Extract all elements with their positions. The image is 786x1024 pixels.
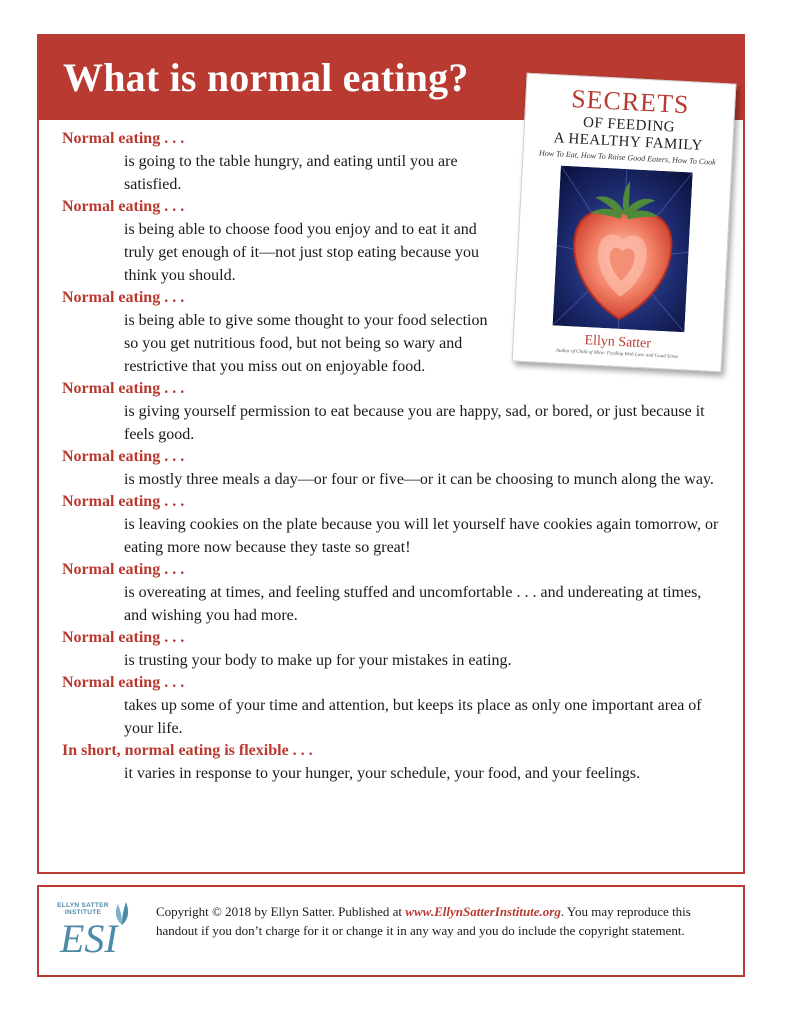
page-title: What is normal eating? [63,55,469,100]
entry-heading: Normal eating . . . [62,674,185,691]
entry-heading: Normal eating . . . [62,448,185,465]
website-link[interactable]: www.EllynSatterInstitute.org [405,904,561,919]
entry-heading: Normal eating . . . [62,198,185,215]
entry-5 [62,446,732,491]
copyright-notice [156,902,731,940]
footer-panel [37,885,745,977]
entry-heading: Normal eating . . . [62,561,185,578]
book-title-line3: A HEALTHY FAMILY [553,130,704,155]
entry-text: is leaving cookies on the plate because you will let yourself have cookies again tomorrow, or eating more now because they taste so great! [124,516,719,556]
book-cover [512,73,737,373]
logo-mark: ESI [60,916,118,961]
book-tagline: Author of Child of Mine: Feeding With Love and Good Sense [555,348,679,361]
book-author: Ellyn Satter [584,333,652,352]
copyright-text-start: Copyright © 2018 by Ellyn Satter. Published at [156,904,406,919]
entry-10 [62,740,732,785]
entry-text: is mostly three meals a day—or four or five—or it can be choosing to munch along the way. [124,471,714,488]
entry-text: is being able to give some thought to your food selection so you get nutritious food, but not being so wary and restrictive that you miss out on enjoyable food. [124,312,488,375]
entry-text: is giving yourself permission to eat because you are happy, sad, or bored, or just because it feels good. [124,403,705,443]
book-subtitle: How To Eat, How To Raise Good Eaters, How To Cook [538,148,716,167]
entry-heading: Normal eating . . . [62,380,185,397]
book-title-line1: SECRETS [570,84,691,120]
copyright-text-end: . You may reproduce this handout if you don’t charge for it or change it in any way and you do include the copyright statement. [156,904,691,938]
book-title-line2: OF FEEDING [582,114,676,136]
entry-heading: Normal eating . . . [62,289,185,306]
entry-text: it varies in response to your hunger, your schedule, your food, and your feelings. [124,765,641,782]
strawberry-illustration [553,166,693,333]
entry-text: is going to the table hungry, and eating until you are satisfied. [124,153,458,193]
entry-9 [62,672,732,740]
entry-heading-summary: In short, normal eating is flexible . . . [62,742,313,759]
entry-heading: Normal eating . . . [62,493,185,510]
esi-logo [54,898,134,968]
entry-7 [62,559,732,627]
entry-text: is trusting your body to make up for your mistakes in eating. [124,652,512,669]
entry-text: is overeating at times, and feeling stuffed and uncomfortable . . . and undereating at times, and wishing you had more. [124,584,702,624]
entry-4 [62,378,732,446]
entry-heading: Normal eating . . . [62,130,185,147]
entry-6 [62,491,732,559]
entry-heading: Normal eating . . . [62,629,185,646]
entry-text: takes up some of your time and attention, but keeps its place as only one important area of your life. [124,697,702,737]
entry-text: is being able to choose food you enjoy and to eat it and truly get enough of it—not just stop eating because you think you should. [124,221,480,284]
entry-8 [62,627,732,672]
logo-org-name: ELLYN SATTER INSTITUTE [57,902,109,916]
